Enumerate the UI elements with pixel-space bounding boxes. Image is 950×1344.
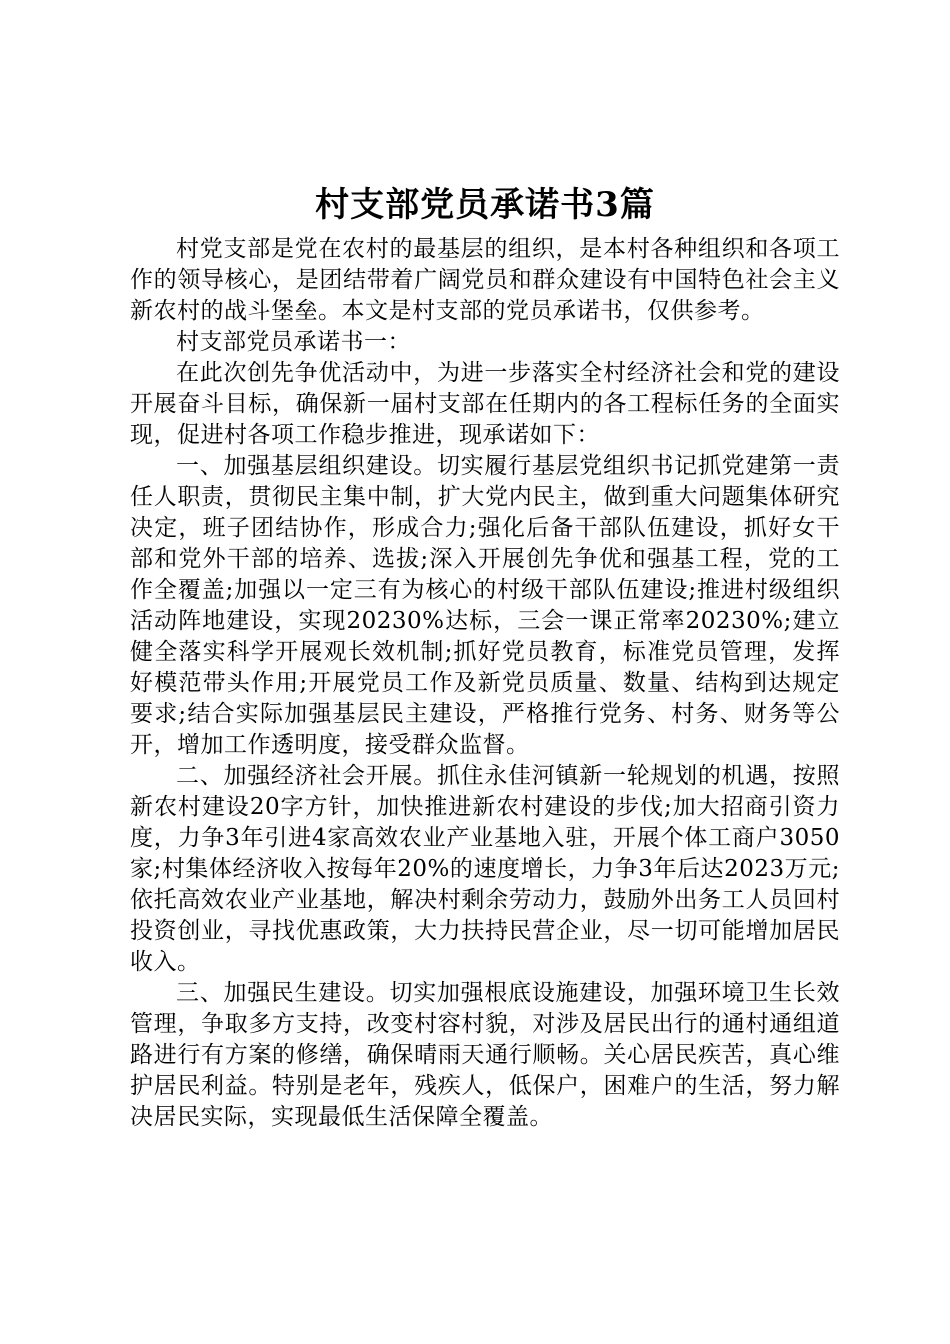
document-page bbox=[130, 180, 840, 1133]
paragraph-item-1: 一、加强基层组织建设。切实履行基层党组织书记抓党建第一责任人职责，贯彻民主集中制，扩大党内民主，做到重大问题集体研究决定，班子团结协作，形成合力;强化后备干部队伍建设，抓好女干部和党外干部的培养、选拔;深入开展创先争优和强基工程，党的工作全覆盖;加强以一定三有为核心的村级干部队伍建设;推进村级组织活动阵地建设，实现20230%达标，三会一课正常率20230%;建立健全落实科学开展观长效机制;抓好党员教育，标准党员管理，发挥好模范带头作用;开展党员工作及新党员质量、数量、结构到达规定要求;结合实际加强基层民主建设，严格推行党务、村务、财务等公开，增加工作透明度，接受群众监督。 bbox=[130, 453, 840, 758]
paragraph-item-2: 二、加强经济社会开展。抓住永佳河镇新一轮规划的机遇，按照新农村建设20字方针，加快推进新农村建设的步伐;加大招商引资力度，力争3年引进4家高效农业产业基地入驻，开展个体工商户3050家;村集体经济收入按每年20%的速度增长，力争3年后达2023万元;依托高效农业产业基地，解决村剩余劳动力，鼓励外出务工人员回村投资创业，寻找优惠政策，大力扶持民营企业，尽一切可能增加居民收入。 bbox=[130, 763, 840, 975]
paragraph-item-3: 三、加强民生建设。切实加强根底设施建设，加强环境卫生长效管理，争取多方支持，改变村容村貌，对涉及居民出行的通村通组道路进行有方案的修缮，确保晴雨天通行顺畅。关心居民疾苦，真心维护居民利益。特别是老年，残疾人，低保户，困难户的生活，努力解决居民实际，实现最低生活保障全覆盖。 bbox=[130, 980, 840, 1130]
paragraph-intro: 村党支部是党在农村的最基层的组织，是本村各种组织和各项工作的领导核心，是团结带着广阔党员和群众建设有中国特色社会主义新农村的战斗堡垒。本文是村支部的党员承诺书，仅供参考。 bbox=[130, 236, 840, 324]
document-title: 村支部党员承诺书3篇 bbox=[315, 185, 655, 225]
paragraph-section-heading: 村支部党员承诺书一： bbox=[176, 329, 411, 355]
paragraph-commitment-preamble: 在此次创先争优活动中，为进一步落实全村经济社会和党的建设开展奋斗目标，确保新一届村支部在任期内的各工程标任务的全面实现，促进村各项工作稳步推进，现承诺如下： bbox=[130, 360, 840, 448]
